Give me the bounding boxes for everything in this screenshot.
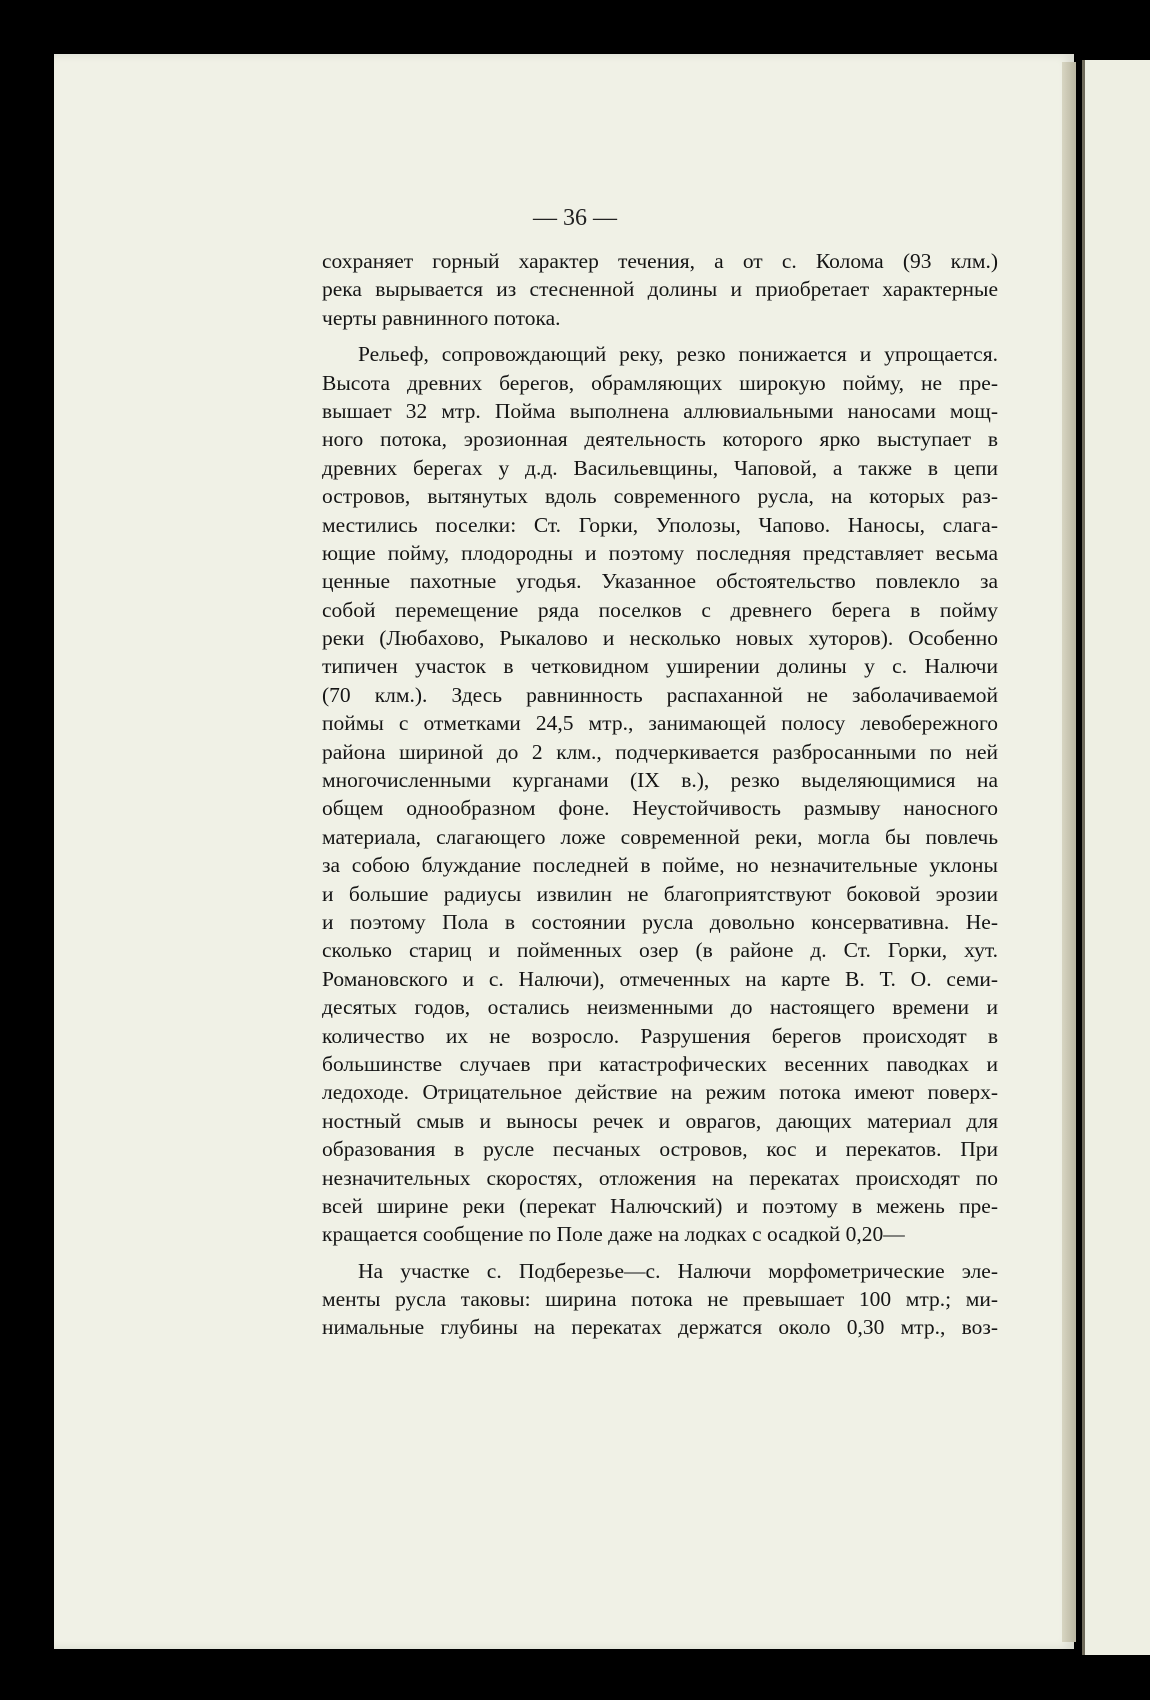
text-line: сколько стариц и пойменных озер (в районе д. Ст. Горки, хут. — [322, 938, 998, 963]
paragraph-1 — [322, 247, 998, 332]
text-line: собой перемещение ряда поселков с древнего берега в пойму — [322, 597, 998, 622]
text-line: ностный смыв и выносы речек и оврагов, дающих материал для — [322, 1108, 998, 1133]
text-line: нимальные глубины на перекатах держатся около 0,30 мтр., воз- — [322, 1315, 998, 1340]
text-line: и большие радиусы извилин не благоприятствуют боковой эрозии — [322, 881, 998, 906]
text-line: островов, вытянутых вдоль современного русла, на которых раз- — [322, 484, 998, 509]
text-line: ценные пахотные угодья. Указанное обстоятельство повлекло за — [322, 569, 998, 594]
text-line: река вырывается из стесненной долины и приобретает характерные — [322, 277, 998, 302]
body-text — [322, 247, 998, 1342]
page-gutter-edge — [1062, 62, 1076, 1642]
text-line: сохраняет горный характер течения, а от с. Колома (93 клм.) — [322, 249, 998, 273]
text-line: поймы с отметками 24,5 мтр., занимающей полосу левобережного — [322, 711, 998, 736]
text-line: за собою блуждание последней в пойме, но незначительные уклоны — [322, 853, 998, 878]
text-line: местились поселки: Ст. Горки, Уполозы, Чапово. Наносы, слага- — [322, 512, 998, 537]
text-line: района шириной до 2 клм., подчеркивается разбросанными по ней — [322, 739, 998, 764]
text-line: незначительных скоростях, отложения на перекатах происходят по — [322, 1165, 998, 1190]
paragraph-2 — [322, 340, 998, 1249]
text-line: (70 клм.). Здесь равнинность распаханной не заболачиваемой — [322, 682, 998, 707]
text-line: Высота древних берегов, обрамляющих широкую пойму, не пре- — [322, 370, 998, 395]
text-line: многочисленными курганами (IX в.), резко выделяющимися на — [322, 768, 998, 793]
text-line: количество их не возросло. Разрушения берегов происходят в — [322, 1023, 998, 1048]
text-line: реки (Любахово, Рыкалово и несколько новых хуторов). Особенно — [322, 626, 998, 651]
text-line: всей ширине реки (перекат Налючский) и поэтому в межень пре- — [322, 1193, 998, 1218]
text-line: менты русла таковы: ширина потока не превышает 100 мтр.; ми- — [322, 1287, 998, 1312]
text-line: десятых годов, остались неизменными до настоящего времени и — [322, 995, 998, 1020]
text-line: ного потока, эрозионная деятельность которого ярко выступает в — [322, 427, 998, 452]
paragraph-3 — [322, 1257, 998, 1342]
text-line: вышает 32 мтр. Пойма выполнена аллювиальными наносами мощ- — [322, 398, 998, 423]
text-line: большинстве случаев при катастрофических весенних паводках и — [322, 1051, 998, 1076]
adjacent-page-edge — [1082, 60, 1150, 1655]
text-line: образования в русле песчаных островов, кос и перекатов. При — [322, 1137, 998, 1162]
text-line: типичен участок в четковидном уширении долины у с. Налючи — [322, 654, 998, 679]
text-line: древних берегах у д.д. Васильевщины, Чаповой, а также в цепи — [322, 455, 998, 480]
text-line: материала, слагающего ложе современной реки, могла бы повлечь — [322, 824, 998, 849]
text-line: Романовского и с. Налючи), отмеченных на карте В. Т. О. семи- — [322, 966, 998, 991]
text-line: Рельеф, сопровождающий реку, резко понижается и упрощается. — [358, 342, 998, 367]
text-line: На участке с. Подберезье—с. Налючи морфометрические эле- — [358, 1258, 998, 1283]
text-line: общем однообразном фоне. Неустойчивость размыву наносного — [322, 796, 998, 821]
text-line: черты равнинного потока. — [322, 305, 561, 330]
text-line: ющие пойму, плодородны и поэтому последняя представляет весьма — [322, 540, 998, 565]
text-line: кращается сообщение по Поле даже на лодках с осадкой 0,20— — [322, 1222, 905, 1247]
text-line: ледоходе. Отрицательное действие на режим потока имеют поверх- — [322, 1080, 998, 1105]
text-line: и поэтому Пола в состоянии русла довольно консервативна. Не- — [322, 909, 998, 934]
page-number: — 36 — — [533, 205, 617, 231]
